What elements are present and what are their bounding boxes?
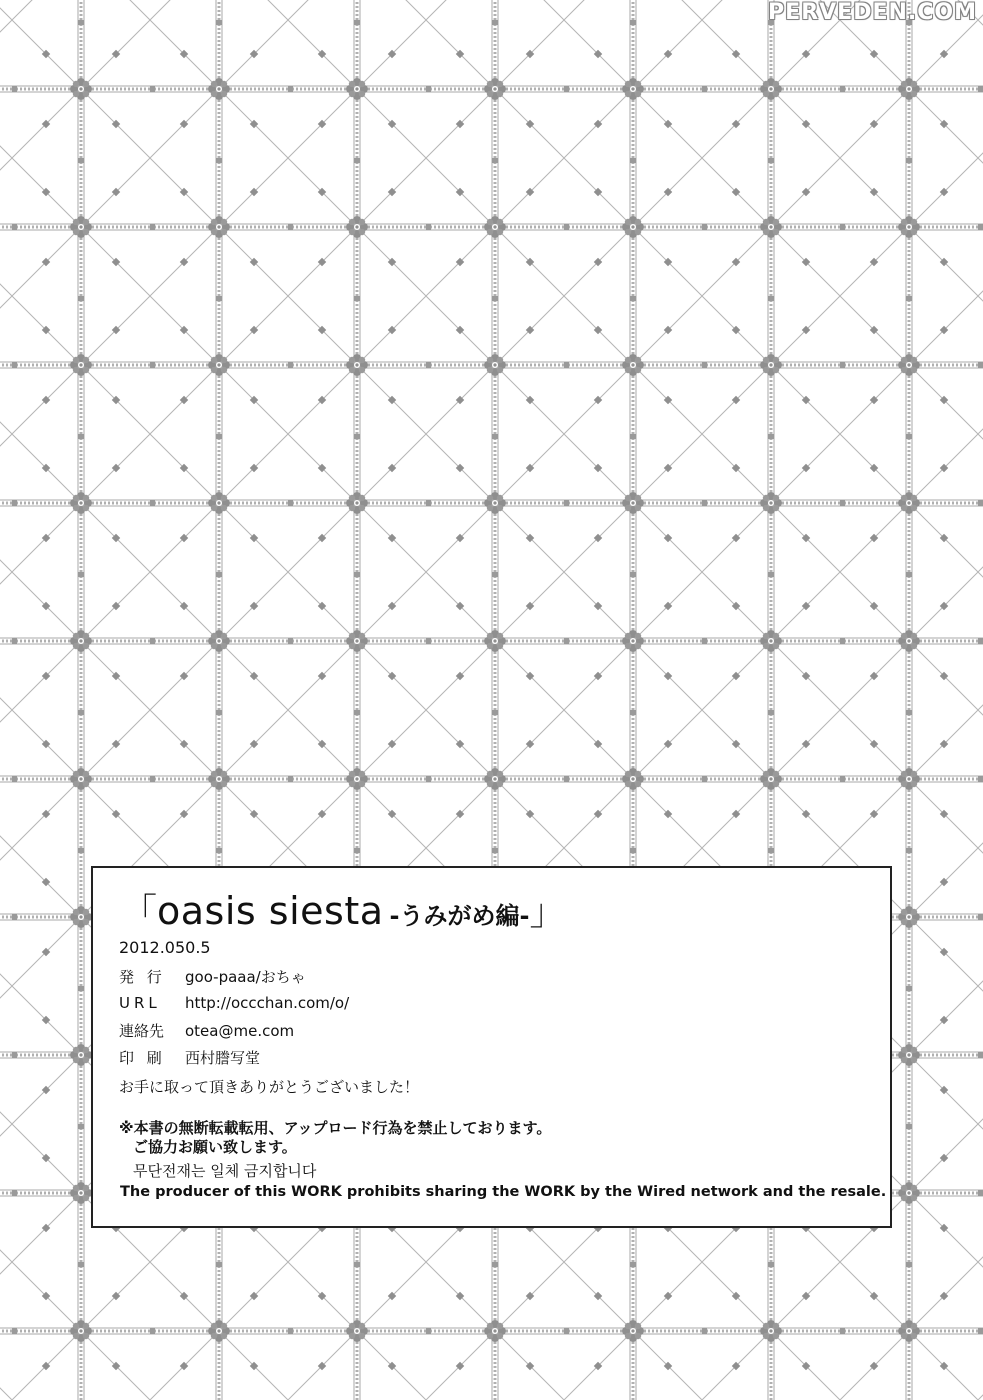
contact-value: otea@me.com [185,1022,295,1040]
url-label: URL [119,994,161,1012]
url-row [119,994,349,1012]
publisher-row [119,966,306,987]
contact-row [119,1020,294,1041]
copyright-notice-ko: 무단전재는 일체 금지합니다 [133,1162,317,1180]
title-bracket-close: 」 [529,892,566,933]
publisher-label: 発 行 [119,968,166,986]
publish-date: 2012.050.5 [119,938,211,957]
printer-value: 西村謄写堂 [185,1049,261,1067]
colophon-title [121,884,565,935]
contact-label: 連絡先 [119,1022,165,1040]
copyright-notice-ja: ※本書の無断転載転用、アップロード行為を禁止しております。 [119,1119,552,1137]
url-value: http://occchan.com/o/ [185,994,350,1012]
site-watermark: PERVEDEN.COM [768,0,977,25]
thanks-message: お手に取って頂きありがとうございました！ [119,1078,420,1096]
printer-row [119,1047,260,1068]
printer-label: 印 刷 [119,1049,166,1067]
cooperation-request-ja: ご協力お願い致します。 [133,1138,297,1156]
book-title: oasis siesta [157,889,384,933]
book-subtitle: -うみがめ編- [389,902,530,930]
publisher-value: goo-paaa/おちゃ [185,968,306,986]
colophon-box [91,866,892,1228]
title-bracket-open: 「 [121,892,158,933]
copyright-notice-en: The producer of this WORK prohibits sharing the WORK by the Wired network and the resale. [120,1184,887,1200]
